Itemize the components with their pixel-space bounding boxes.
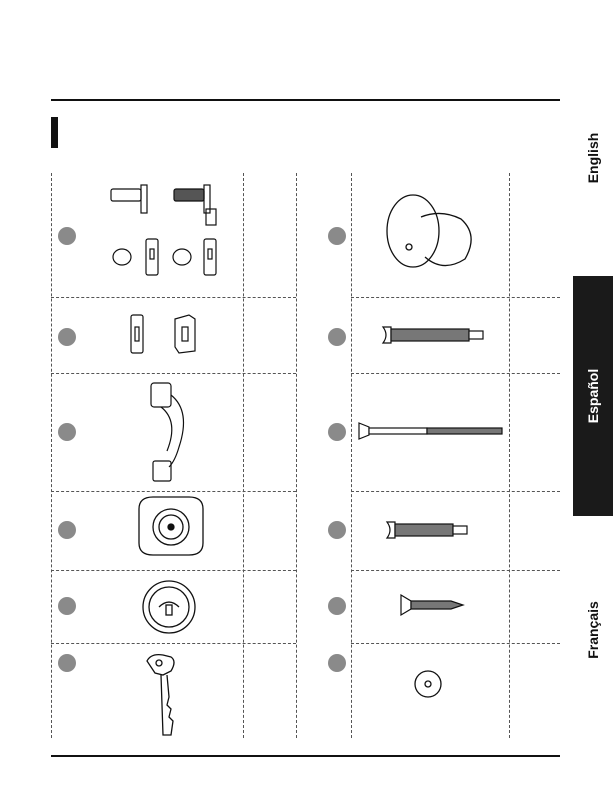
deadbolt-icon [133,493,209,559]
top-rule [51,99,560,101]
knob-icon [381,187,481,277]
parts-grid [51,173,560,738]
part-number-badge [328,521,346,539]
section-title-marker [51,117,58,148]
key-icon [141,651,191,737]
part-number-badge [58,423,76,441]
tab-francais[interactable] [573,585,613,675]
long-machine-screw-icon [381,323,493,347]
inside-rose-icon [139,577,199,637]
handle-grip-icon [139,381,199,485]
machine-screw-icon [385,518,475,542]
part-number-badge [58,521,76,539]
part-number-badge [58,227,76,245]
part-number-badge [58,654,76,672]
part-number-badge [58,328,76,346]
wood-screw-icon [399,593,469,617]
part-number-badge [328,654,346,672]
tab-francais-label: Français [585,601,601,659]
tab-english[interactable] [573,118,613,198]
tab-espanol-label: Español [585,368,601,424]
tab-english-label: English [585,132,601,184]
bottom-rule [51,755,560,757]
strike-plates-icon [129,313,209,357]
part-number-badge [58,597,76,615]
part-number-badge [328,328,346,346]
latch-set-icon [106,181,226,285]
washer-icon [413,669,443,699]
tab-espanol[interactable] [573,276,613,516]
part-number-badge [328,423,346,441]
part-number-badge [328,597,346,615]
through-bolt-icon [357,421,507,441]
part-number-badge [328,227,346,245]
